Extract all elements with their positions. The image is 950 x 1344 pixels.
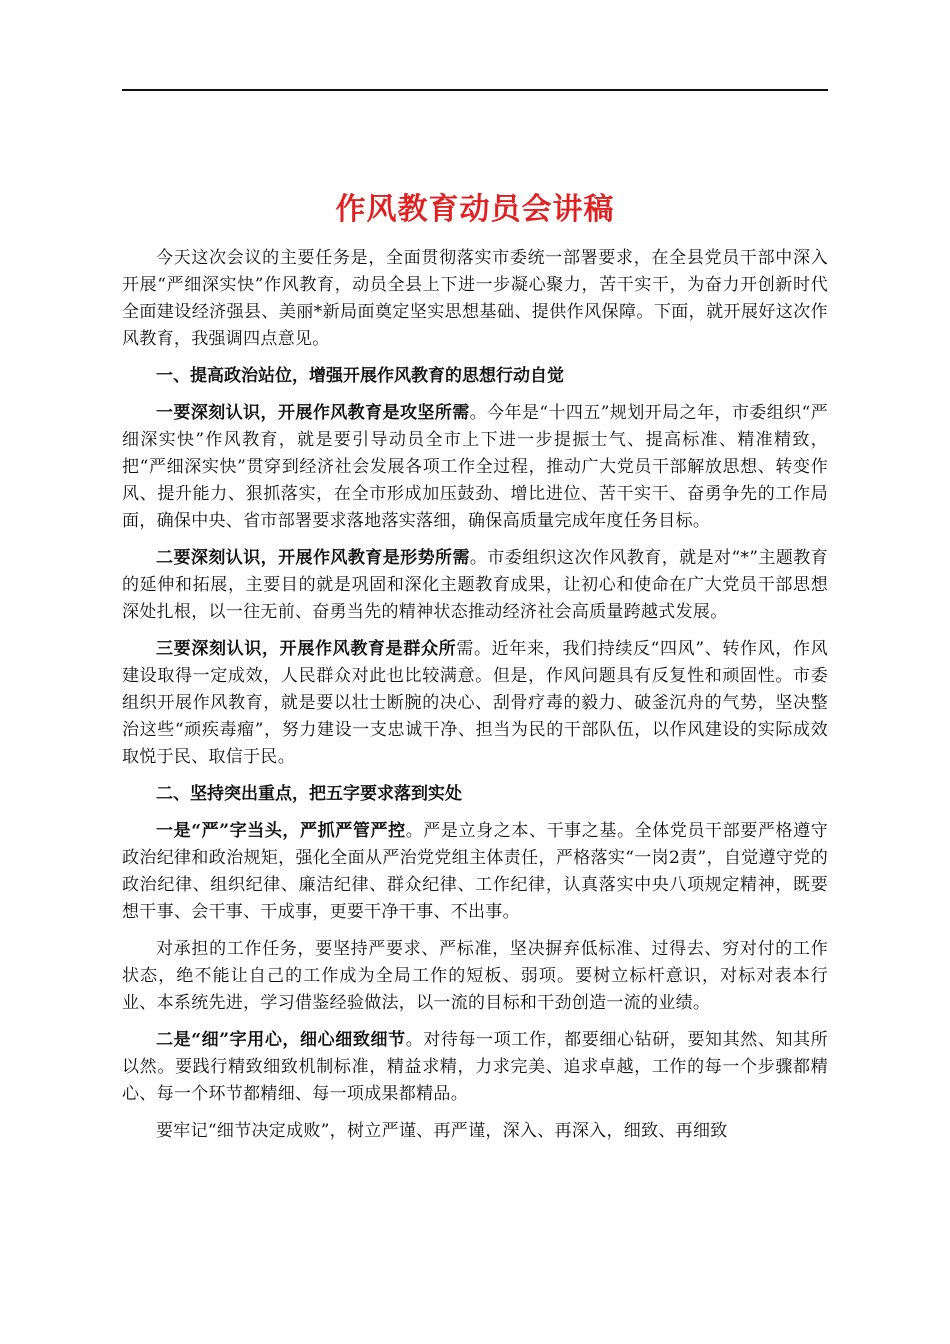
document-title: 作风教育动员会讲稿 [335,192,615,227]
section-2-paragraph-1 [122,818,828,926]
paragraph-text: 。市委组织这次作风教育，就是对“*”主题教育的延伸和拓展，主要目的就是巩固和深化主题教育成果，让初心和使命在广大党员干部思想深处扎根，以一往无前、奋勇当先的精神状态推动经济社会高质量跨越式发展。 [122,548,828,622]
section-1-heading: 一、提高政治站位，增强开展作风教育的思想行动自觉 [156,366,564,386]
paragraph-lead: 一是“严”字当头，严抓严管严控 [156,821,406,841]
header-rule [122,89,828,91]
intro-paragraph: 今天这次会议的主要任务是，全面贯彻落实市委统一部署要求，在全县党员干部中深入开展“严细深实快”作风教育，动员全县上下进一步凝心聚力，苦干实干，为奋力开创新时代全面建设经济强县、美丽*新局面奠定坚实思想基础、提供作风保障。下面，就开展好这次作风教育，我强调四点意见。 [122,248,828,349]
paragraph-lead: 二要深刻认识，开展作风教育是形势所需 [156,548,470,568]
paragraph-lead: 三要深刻认识，开展作风教育是群众所 [156,639,457,659]
section-1-paragraph-1 [122,400,828,535]
paragraph-text: 。对待每一项工作，都要细心钻研，要知其然、知其所以然。要践行精致细致机制标准，精益求精，力求完美、追求卓越，工作的每一个步骤都精心、每一个环节都精细、每一项成果都精品。 [122,1030,829,1104]
document-body [122,245,828,1155]
paragraph-text: 需。近年来，我们持续反“四风”、转作风，作风建设取得一定成效，人民群众对此也比较满意。但是，作风问题具有反复性和顽固性。市委组织开展作风教育，就是要以壮士断腕的决心、刮骨疗毒的毅力、破釜沉舟的气势，坚决整治这些“顽疾毒瘤”，努力建设一支忠诚干净、担当为民的干部队伍，以作风建设的实际成效取悦于民、取信于民。 [122,639,828,767]
section-2-heading: 二、坚持突出重点，把五字要求落到实处 [156,784,462,804]
paragraph-lead: 一要深刻认识，开展作风教育是攻坚所需 [156,403,470,423]
paragraph-text: 。今年是“十四五”规划开局之年，市委组织“严细深实快”作风教育，就是要引导动员全市上下进一步提振士气、提高标准、精准精致，把“严细深实快”贯穿到经济社会发展各项工作全过程，推动广大党员干部解放思想、转变作风、提升能力、狠抓落实，在全市形成加压鼓劲、增比进位、苦干实干、奋勇争先的工作局面，确保中央、省市部署要求落地落实落细，确保高质量完成年度任务目标。 [122,403,828,531]
paragraph-text: 。严是立身之本、干事之基。全体党员干部要严格遵守政治纪律和政治规矩，强化全面从严治党党组主体责任，严格落实“一岗2责”，自觉遵守党的政治纪律、组织纪律、廉洁纪律、群众纪律、工作纪律，认真落实中央八项规定精神，既要想干事、会干事、干成事，更要干净干事、不出事。 [122,821,829,922]
section-2-paragraph-4: 要牢记“细节决定成败”，树立严谨、再严谨，深入、再深入，细致、再细致 [156,1121,728,1141]
section-1-paragraph-3 [122,636,828,771]
section-2-paragraph-2: 对承担的工作任务，要坚持严要求、严标准，坚决摒弃低标准、过得去、穷对付的工作状态，绝不能让自己的工作成为全局工作的短板、弱项。要树立标杆意识，对标对表本行业、本系统先进，学习借鉴经验做法，以一流的目标和干劲创造一流的业绩。 [122,939,828,1013]
section-1-paragraph-2 [122,545,828,626]
section-2-paragraph-3 [122,1027,828,1108]
paragraph-lead: 二是“细”字用心，细心细致细节 [156,1030,406,1050]
